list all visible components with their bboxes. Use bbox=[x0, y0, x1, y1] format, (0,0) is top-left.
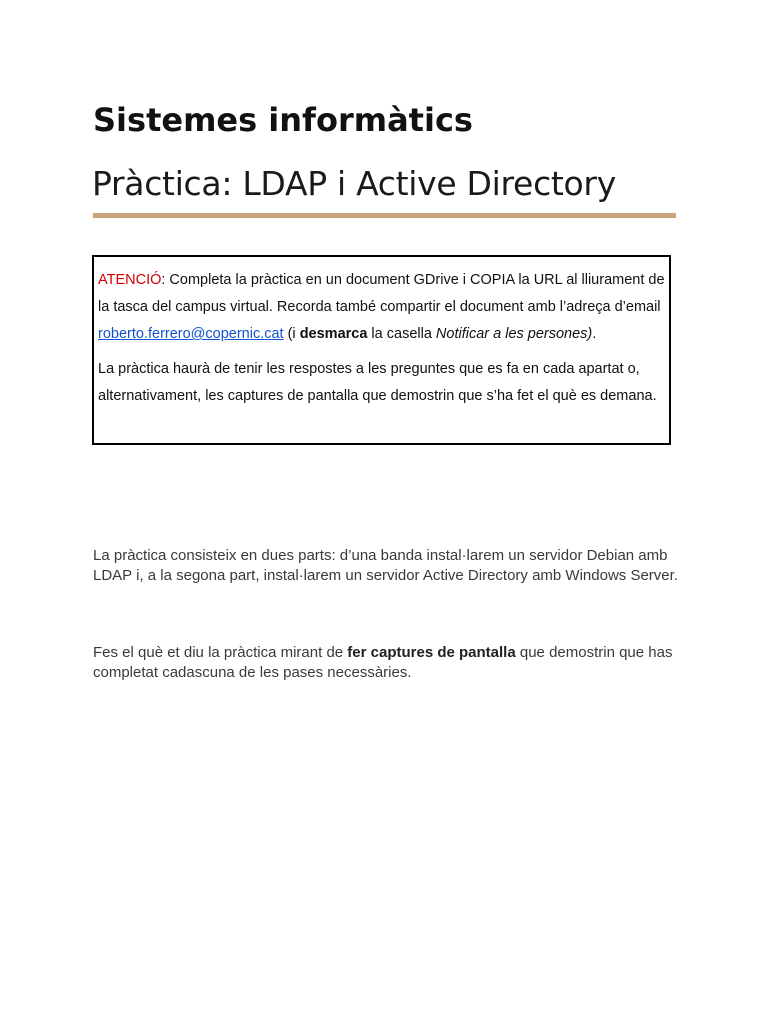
email-link[interactable]: roberto.ferrero@copernic.cat bbox=[98, 326, 284, 342]
instructions-paragraph bbox=[93, 643, 683, 682]
practice-title: Pràctica: LDAP i Active Directory bbox=[92, 164, 616, 203]
notice-paren-open: (i bbox=[283, 326, 300, 342]
uncheck-word: desmarca bbox=[299, 326, 368, 342]
notice-paragraph-1 bbox=[98, 267, 665, 348]
instructions-bold: fer captures de pantalla bbox=[347, 644, 516, 661]
notice-box bbox=[92, 255, 671, 445]
instructions-text-after: que demostrin que has completat cadascuna de les pases necessàries. bbox=[93, 644, 673, 681]
checkbox-name: Notificar a les persones) bbox=[435, 326, 593, 342]
title-divider bbox=[93, 213, 676, 218]
notice-text-1: : Completa la pràctica en un document GDrive i COPIA la URL al lliurament de la tasca del campus virtual. Recorda també compartir el document amb l’adreça d’email bbox=[98, 272, 665, 315]
notice-paragraph-2: La pràctica haurà de tenir les respostes a les preguntes que es fa en cada apartat o, alternativament, les captures de pantalla que demostrin que s’ha fet el què es demana. bbox=[98, 361, 657, 404]
course-title: Sistemes informàtics bbox=[93, 101, 473, 139]
notice-period: . bbox=[592, 326, 597, 342]
warning-label: ATENCIÓ bbox=[98, 272, 162, 288]
instructions-text-before: Fes el què et diu la pràctica mirant de bbox=[93, 644, 348, 661]
checkbox-text: la casella bbox=[367, 326, 436, 342]
intro-paragraph: La pràctica consisteix en dues parts: d’una banda instal·larem un servidor Debian amb LDAP i, a la segona part, instal·larem un servidor Active Directory amb Windows Server. bbox=[93, 547, 678, 584]
